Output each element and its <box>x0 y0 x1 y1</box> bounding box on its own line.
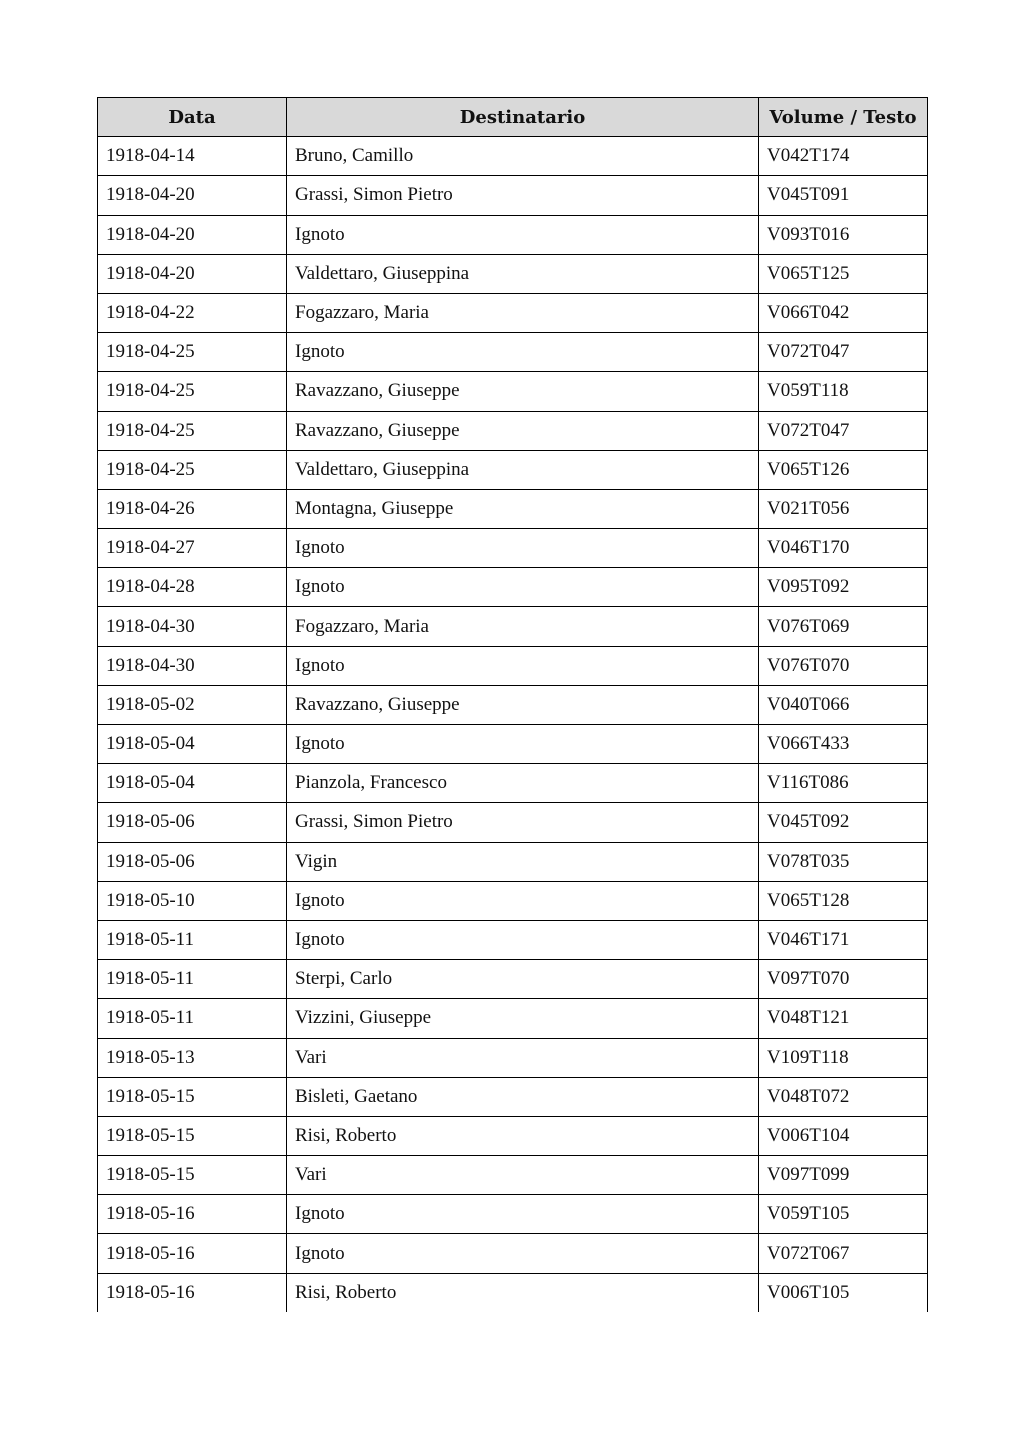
cell-date: 1918-04-27 <box>98 529 287 568</box>
header-row <box>98 98 928 137</box>
cell-date: 1918-05-15 <box>98 1156 287 1195</box>
cell-recipient: Bisleti, Gaetano <box>287 1077 759 1116</box>
cell-volume: V093T016 <box>759 215 928 254</box>
cell-volume: V046T170 <box>759 529 928 568</box>
cell-date: 1918-04-30 <box>98 607 287 646</box>
cell-volume: V059T118 <box>759 372 928 411</box>
cell-recipient: Ignoto <box>287 920 759 959</box>
letters-table <box>97 97 928 1312</box>
cell-date: 1918-04-14 <box>98 137 287 176</box>
cell-recipient: Ignoto <box>287 646 759 685</box>
cell-volume: V116T086 <box>759 764 928 803</box>
cell-volume: V065T125 <box>759 254 928 293</box>
cell-recipient: Ignoto <box>287 333 759 372</box>
cell-recipient: Ignoto <box>287 529 759 568</box>
cell-volume: V065T126 <box>759 450 928 489</box>
cell-date: 1918-04-25 <box>98 411 287 450</box>
cell-volume: V097T070 <box>759 960 928 999</box>
cell-volume: V078T035 <box>759 842 928 881</box>
cell-date: 1918-04-25 <box>98 333 287 372</box>
cell-recipient: Grassi, Simon Pietro <box>287 803 759 842</box>
table-row <box>98 960 928 999</box>
column-header-date: Data <box>98 98 287 137</box>
cell-volume: V045T092 <box>759 803 928 842</box>
column-header-recipient: Destinatario <box>287 98 759 137</box>
table-row <box>98 1156 928 1195</box>
cell-recipient: Montagna, Giuseppe <box>287 489 759 528</box>
cell-date: 1918-05-06 <box>98 842 287 881</box>
cell-recipient: Ignoto <box>287 1234 759 1273</box>
cell-volume: V076T069 <box>759 607 928 646</box>
cell-volume: V097T099 <box>759 1156 928 1195</box>
cell-recipient: Ignoto <box>287 1195 759 1234</box>
table-row <box>98 1195 928 1234</box>
table-header <box>98 98 928 137</box>
table-row <box>98 137 928 176</box>
column-header-volume: Volume / Testo <box>759 98 928 137</box>
table-row <box>98 881 928 920</box>
table-row <box>98 568 928 607</box>
cell-date: 1918-04-26 <box>98 489 287 528</box>
cell-date: 1918-05-16 <box>98 1234 287 1273</box>
cell-date: 1918-05-10 <box>98 881 287 920</box>
table-row <box>98 529 928 568</box>
table-row <box>98 411 928 450</box>
cell-recipient: Bruno, Camillo <box>287 137 759 176</box>
cell-date: 1918-04-20 <box>98 215 287 254</box>
table-row <box>98 293 928 332</box>
cell-date: 1918-05-11 <box>98 920 287 959</box>
cell-recipient: Ignoto <box>287 881 759 920</box>
cell-recipient: Ravazzano, Giuseppe <box>287 411 759 450</box>
table-row <box>98 1234 928 1273</box>
cell-date: 1918-05-16 <box>98 1195 287 1234</box>
cell-date: 1918-05-04 <box>98 725 287 764</box>
cell-recipient: Vigin <box>287 842 759 881</box>
cell-volume: V040T066 <box>759 685 928 724</box>
table-row <box>98 450 928 489</box>
cell-volume: V066T433 <box>759 725 928 764</box>
cell-date: 1918-05-11 <box>98 999 287 1038</box>
cell-date: 1918-05-15 <box>98 1116 287 1155</box>
table-row <box>98 920 928 959</box>
table-row <box>98 254 928 293</box>
table-row <box>98 999 928 1038</box>
cell-recipient: Sterpi, Carlo <box>287 960 759 999</box>
cell-volume: V045T091 <box>759 176 928 215</box>
cell-recipient: Ravazzano, Giuseppe <box>287 685 759 724</box>
cell-volume: V006T105 <box>759 1273 928 1312</box>
table-row <box>98 1116 928 1155</box>
cell-volume: V072T067 <box>759 1234 928 1273</box>
cell-recipient: Vizzini, Giuseppe <box>287 999 759 1038</box>
table-row <box>98 489 928 528</box>
table-row <box>98 764 928 803</box>
cell-date: 1918-05-13 <box>98 1038 287 1077</box>
cell-date: 1918-04-22 <box>98 293 287 332</box>
cell-date: 1918-04-20 <box>98 176 287 215</box>
cell-volume: V065T128 <box>759 881 928 920</box>
cell-date: 1918-04-25 <box>98 450 287 489</box>
cell-date: 1918-05-04 <box>98 764 287 803</box>
cell-volume: V042T174 <box>759 137 928 176</box>
cell-recipient: Vari <box>287 1156 759 1195</box>
table-row <box>98 1273 928 1312</box>
cell-date: 1918-05-06 <box>98 803 287 842</box>
table-row <box>98 215 928 254</box>
table-row <box>98 372 928 411</box>
cell-recipient: Risi, Roberto <box>287 1273 759 1312</box>
table-row <box>98 685 928 724</box>
cell-recipient: Ignoto <box>287 725 759 764</box>
cell-recipient: Ignoto <box>287 568 759 607</box>
table-row <box>98 803 928 842</box>
cell-date: 1918-05-16 <box>98 1273 287 1312</box>
cell-recipient: Valdettaro, Giuseppina <box>287 450 759 489</box>
cell-volume: V095T092 <box>759 568 928 607</box>
table-row <box>98 842 928 881</box>
cell-date: 1918-05-15 <box>98 1077 287 1116</box>
cell-volume: V066T042 <box>759 293 928 332</box>
table-row <box>98 725 928 764</box>
cell-recipient: Fogazzaro, Maria <box>287 607 759 646</box>
cell-date: 1918-05-11 <box>98 960 287 999</box>
cell-volume: V072T047 <box>759 411 928 450</box>
cell-volume: V072T047 <box>759 333 928 372</box>
cell-volume: V109T118 <box>759 1038 928 1077</box>
cell-volume: V076T070 <box>759 646 928 685</box>
cell-date: 1918-04-30 <box>98 646 287 685</box>
cell-recipient: Ignoto <box>287 215 759 254</box>
cell-volume: V048T121 <box>759 999 928 1038</box>
cell-volume: V021T056 <box>759 489 928 528</box>
table-row <box>98 646 928 685</box>
cell-recipient: Valdettaro, Giuseppina <box>287 254 759 293</box>
cell-recipient: Risi, Roberto <box>287 1116 759 1155</box>
table-row <box>98 333 928 372</box>
cell-date: 1918-04-28 <box>98 568 287 607</box>
cell-volume: V046T171 <box>759 920 928 959</box>
cell-volume: V006T104 <box>759 1116 928 1155</box>
cell-volume: V048T072 <box>759 1077 928 1116</box>
cell-recipient: Grassi, Simon Pietro <box>287 176 759 215</box>
cell-volume: V059T105 <box>759 1195 928 1234</box>
table-row <box>98 1038 928 1077</box>
table-row <box>98 607 928 646</box>
cell-recipient: Vari <box>287 1038 759 1077</box>
table-body <box>98 137 928 1313</box>
cell-date: 1918-05-02 <box>98 685 287 724</box>
cell-date: 1918-04-25 <box>98 372 287 411</box>
cell-recipient: Ravazzano, Giuseppe <box>287 372 759 411</box>
cell-date: 1918-04-20 <box>98 254 287 293</box>
table-row <box>98 1077 928 1116</box>
table-row <box>98 176 928 215</box>
cell-recipient: Pianzola, Francesco <box>287 764 759 803</box>
cell-recipient: Fogazzaro, Maria <box>287 293 759 332</box>
